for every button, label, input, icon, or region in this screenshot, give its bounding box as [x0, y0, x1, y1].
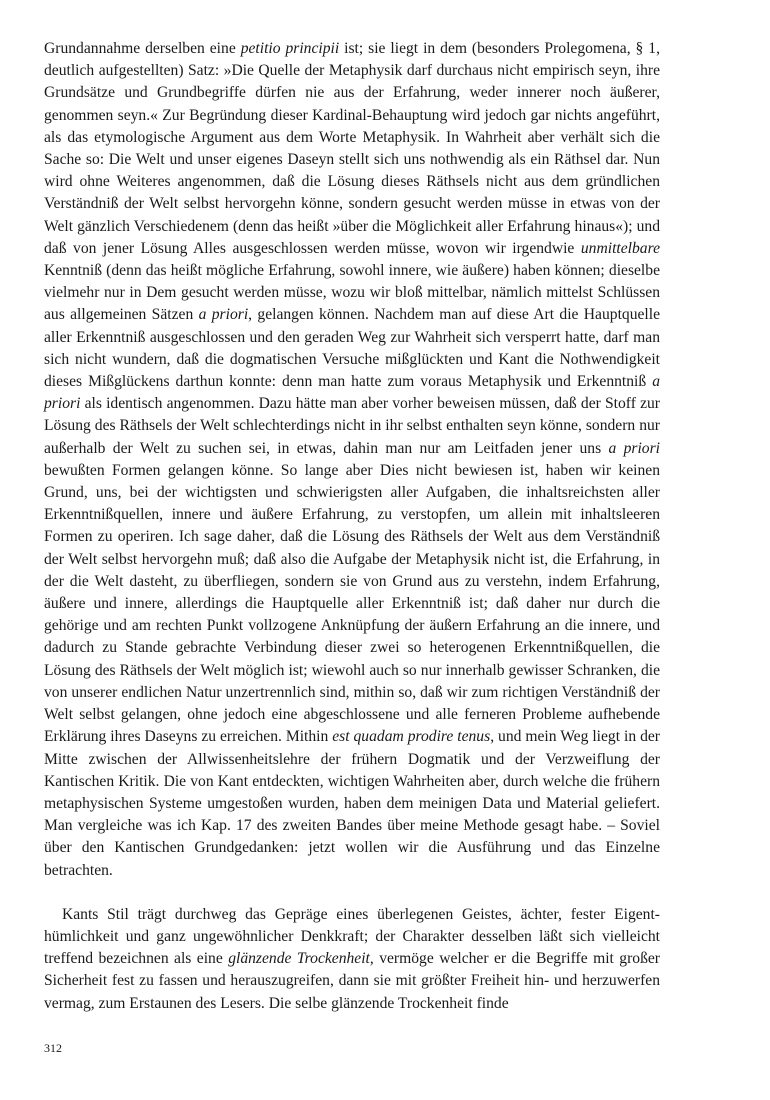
- emphasis: a priori: [44, 373, 660, 413]
- emphasis: unmittelbare: [580, 239, 660, 257]
- emphasis: est quadam prodire tenus: [332, 728, 491, 746]
- paragraph: Grundannahme derselben eine petitio principii ist; sie liegt in dem (besonders Prolegomena, § 1, deutlich aufgestellten) Satz: »Die Quelle der Metaphysik darf durchaus nicht empirisch seyn, ihre Grundsätze und Grundbegriffe dürfen nie aus der Erfahrung, weder innerer noch äußerer, genommen seyn.« Zur Begründung dieser Kardinal-Behauptung wird jedoch gar nichts angeführt, als das etymologische Argument aus dem Worte Metaphysik. In Wahrheit aber verhält sich die Sache so: Die Welt und unser eigenes Daseyn stellt sich uns nothwendig als ein Räthsel dar. Nun wird ohne Weiteres angenommen, daß die Lösung dieses Räthsels nicht aus dem gründlichen Verständniß der Welt selbst hervorgehn könne, sondern gesucht werden müsse in etwas von der Welt gänzlich Verschiedenem (denn das heißt »über die Möglichkeit aller Erfahrung hinaus«); und daß von jener Lösung Alles ausgeschlossen werden müsse, wovon wir irgendwie unmittelbare Kenntniß (denn das heißt mögliche Erfahrung, sowohl innere, wie äußere) haben können; dieselbe vielmehr nur in Dem gesucht werden müsse, wozu wir bloß mittelbar, nämlich mittelst Schlüssen aus allgemeinen Sätzen a priori, gelangen können. Nachdem man auf diese Art die Hauptquelle aller Erkenntniß ausgeschlossen und den geraden Weg zur Wahrheit sich versperrt hatte, darf man sich nicht wundern, daß die dogmatischen Versuche mißglückten und Kant die Nothwendigkeit dieses Mißglückens darthun konnte: denn man hatte zum voraus Metaphysik und Erkenntniß a priori als identisch angenommen. Dazu hätte man aber vorher beweisen müssen, daß der Stoff zur Lösung des Räthsels der Welt schlechterdings nicht in ihr selbst enthalten seyn könne, sondern nur außerhalb der Welt zu suchen sei, in etwas, dahin man nur am Leitfaden jener uns a priori bewußten Formen gelangen könne. So lange aber Dies nicht bewiesen ist, haben wir keinen Grund, uns, bei der wichtigsten und schwierigsten aller Aufgaben, die inhaltsreichsten aller Erkenntnißquellen, innere und äußere Erfahrung, zu verstopfen, um allein mit inhaltsleeren Formen zu operiren. Ich sage daher, daß die Lösung des Räthsels der Welt aus dem Verständniß der Welt selbst hervorgehn muß; daß also die Aufgabe der Metaphysik nicht ist, die Erfahrung, in der die Welt dasteht, zu überfliegen, sondern sie von Grund aus zu verstehn, indem Erfahrung, äußere und innere, allerdings die Hauptquelle aller Erkenntniß ist; daß daher nur durch die gehörige und am rechten Punkt vollzogene Anknüpfung der äußern Erfahrung an die innere, und dadurch zu Stande gebrachte Verbindung dieser zwei so heterogenen Erkenntnißquellen, die Lösung des Räthsels der Welt möglich ist; wiewohl auch so nur innerhalb gewisser Schranken, die von unserer endlichen Natur unzertrennlich sind, mithin so, daß wir zum richtigen Verständniß der Welt selbst gelangen, ohne jedoch eine abgeschlossene und alle ferneren Probleme aufhebende Erklärung ihres Daseyns zu erreichen. Mithin est quadam prodire tenus, und mein Weg liegt in der Mitte zwischen der Allwissenheitslehre der frühern Dogmatik und der Verzweiflung der Kantischen Kritik. Die von Kant entdeckten, wichtigen Wahrheiten aber, durch welche die frühern metaphysischen Systeme umgestoßen wurden, haben dem meinigen Data und Material geliefert. Man vergleiche was ich Kap. 17 des zweiten Bandes über meine Methode gesagt habe. – Soviel über den Kantischen Grundgedanken: jetzt wollen wir die Ausführung und das Einzelne betrachten.: [44, 40, 661, 879]
- emphasis: a priori: [608, 439, 661, 457]
- page-number: 312: [44, 1041, 62, 1055]
- emphasis: glänzende Trockenheit: [228, 950, 370, 968]
- page-body: [44, 38, 660, 1015]
- paragraph: Kants Stil trägt durchweg das Gepräge eines überlegenen Geistes, ächter, fester Eigenthümlichkeit und ganz ungewöhnlicher Denkkraft; der Charakter desselben läßt sich vielleicht treffend bezeichnen als eine glänzende Trockenheit, vermöge welcher er die Begriffe mit großer Sicherheit fest zu fassen und herauszugreifen, dann sie mit größter Freiheit hin- und herzuwerfen vermag, zum Erstaunen des Lesers. Die selbe glänzende Trockenheit finde: [44, 905, 660, 1012]
- emphasis: petitio principii: [240, 40, 340, 57]
- emphasis: a priori: [198, 306, 249, 324]
